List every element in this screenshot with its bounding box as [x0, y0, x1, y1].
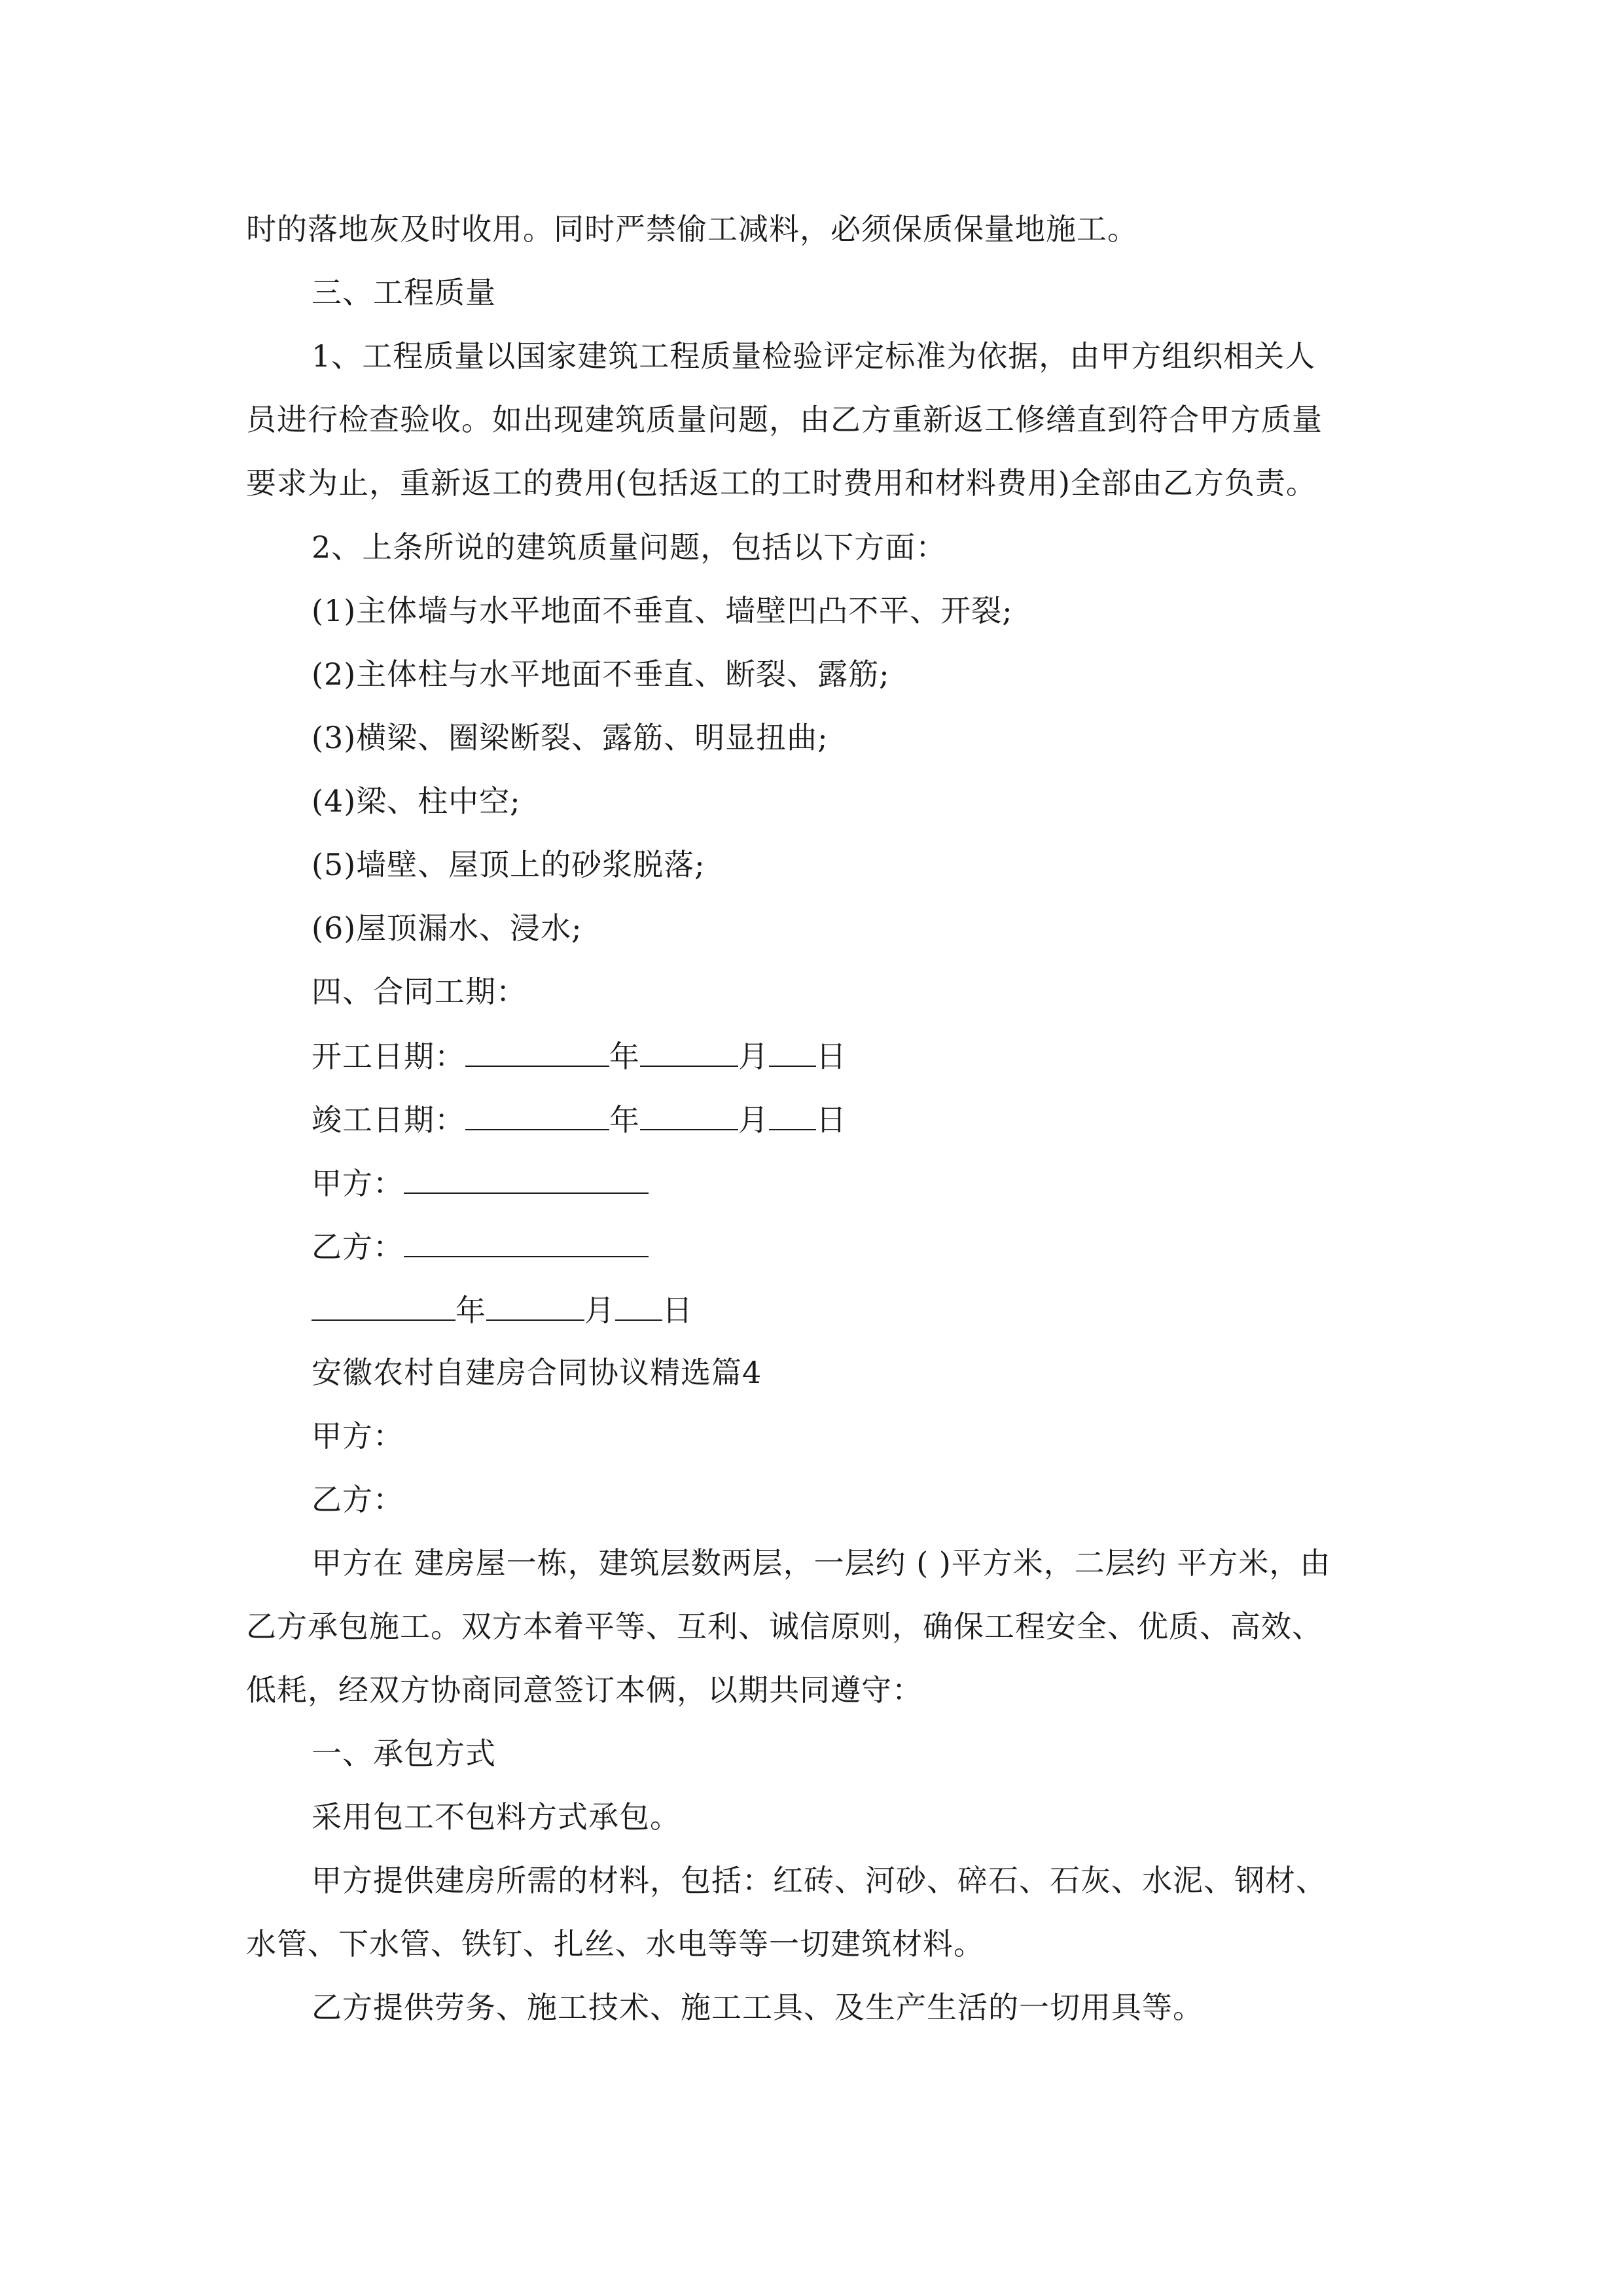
list-item: (1)主体墙与水平地面不垂直、墙壁凹凸不平、开裂; — [312, 593, 1013, 628]
paragraph-line: 员进行检查验收。如出现建筑质量问题，由乙方重新返工修缮直到符合甲方质量 — [246, 402, 1323, 437]
paragraph-line: 水管、下水管、铁钉、扎丝、水电等等一切建筑材料。 — [246, 1926, 984, 1962]
day-label: 日 — [816, 1039, 847, 1074]
party-a-line: 甲方： — [312, 1418, 404, 1454]
day-label: 日 — [662, 1293, 693, 1328]
start-date-line — [312, 1035, 847, 1076]
contract-title: 安徽农村自建房合同协议精选篇4 — [312, 1355, 762, 1390]
list-item: (5)墙壁、屋顶上的砂浆脱落; — [312, 847, 705, 882]
party-a-signature-line — [312, 1162, 649, 1203]
month-label: 月 — [584, 1293, 615, 1328]
party-b-signature-line — [312, 1226, 649, 1266]
paragraph-line: 乙方提供劳务、施工技术、施工工具、及生产生活的一切用具等。 — [312, 1990, 1204, 2025]
month-label: 月 — [738, 1102, 769, 1138]
sign-month-blank[interactable] — [486, 1289, 584, 1321]
paragraph-line: 低耗，经双方协商同意签订本俩，以期共同遵守： — [246, 1672, 923, 1708]
year-label: 年 — [455, 1293, 486, 1328]
year-label: 年 — [609, 1039, 640, 1074]
party-b-label: 乙方： — [312, 1229, 404, 1265]
end-year-blank[interactable] — [465, 1099, 609, 1130]
start-day-blank[interactable] — [769, 1035, 816, 1067]
list-item: (4)梁、柱中空; — [312, 783, 521, 819]
paragraph-line: 2、上条所说的建筑质量问题，包括以下方面： — [312, 529, 947, 565]
end-day-blank[interactable] — [769, 1099, 816, 1130]
party-a-blank[interactable] — [404, 1162, 649, 1194]
section-heading-period: 四、合同工期： — [312, 974, 527, 1009]
paragraph-line: 时的落地灰及时收用。同时严禁偷工减料，必须保质保量地施工。 — [246, 211, 1138, 247]
party-b-line: 乙方： — [312, 1482, 404, 1517]
list-item: (3)横梁、圈梁断裂、露筋、明显扭曲; — [312, 720, 829, 755]
party-a-label: 甲方： — [312, 1166, 404, 1201]
sign-year-blank[interactable] — [312, 1289, 455, 1321]
list-item: (6)屋顶漏水、浸水; — [312, 910, 582, 946]
end-date-line — [312, 1099, 847, 1139]
paragraph-line: 乙方承包施工。双方本着平等、互利、诚信原则，确保工程安全、优质、高效、 — [246, 1609, 1323, 1644]
paragraph-line: 1、工程质量以国家建筑工程质量检验评定标准为依据，由甲方组织相关人 — [312, 338, 1316, 374]
end-month-blank[interactable] — [640, 1099, 738, 1130]
signing-date-line — [312, 1289, 693, 1330]
day-label: 日 — [816, 1102, 847, 1138]
party-b-blank[interactable] — [404, 1226, 649, 1257]
start-year-blank[interactable] — [465, 1035, 609, 1067]
section-heading-quality: 三、工程质量 — [312, 275, 496, 310]
list-item: (2)主体柱与水平地面不垂直、断裂、露筋; — [312, 656, 890, 692]
paragraph-line: 要求为止，重新返工的费用(包括返工的工时费用和材料费用)全部由乙方负责。 — [246, 465, 1317, 501]
end-date-label: 竣工日期： — [312, 1102, 465, 1138]
paragraph-line: 甲方在 建房屋一栋，建筑层数两层，一层约 ( )平方米，二层约 平方米，由 — [312, 1545, 1331, 1581]
sign-day-blank[interactable] — [615, 1289, 662, 1321]
section-heading-contract-mode: 一、承包方式 — [312, 1736, 496, 1771]
year-label: 年 — [609, 1102, 640, 1138]
start-date-label: 开工日期： — [312, 1039, 465, 1074]
paragraph-line: 甲方提供建房所需的材料，包括：红砖、河砂、碎石、石灰、水泥、钢材、 — [312, 1863, 1327, 1898]
start-month-blank[interactable] — [640, 1035, 738, 1067]
paragraph-line: 采用包工不包料方式承包。 — [312, 1799, 681, 1835]
month-label: 月 — [738, 1039, 769, 1074]
